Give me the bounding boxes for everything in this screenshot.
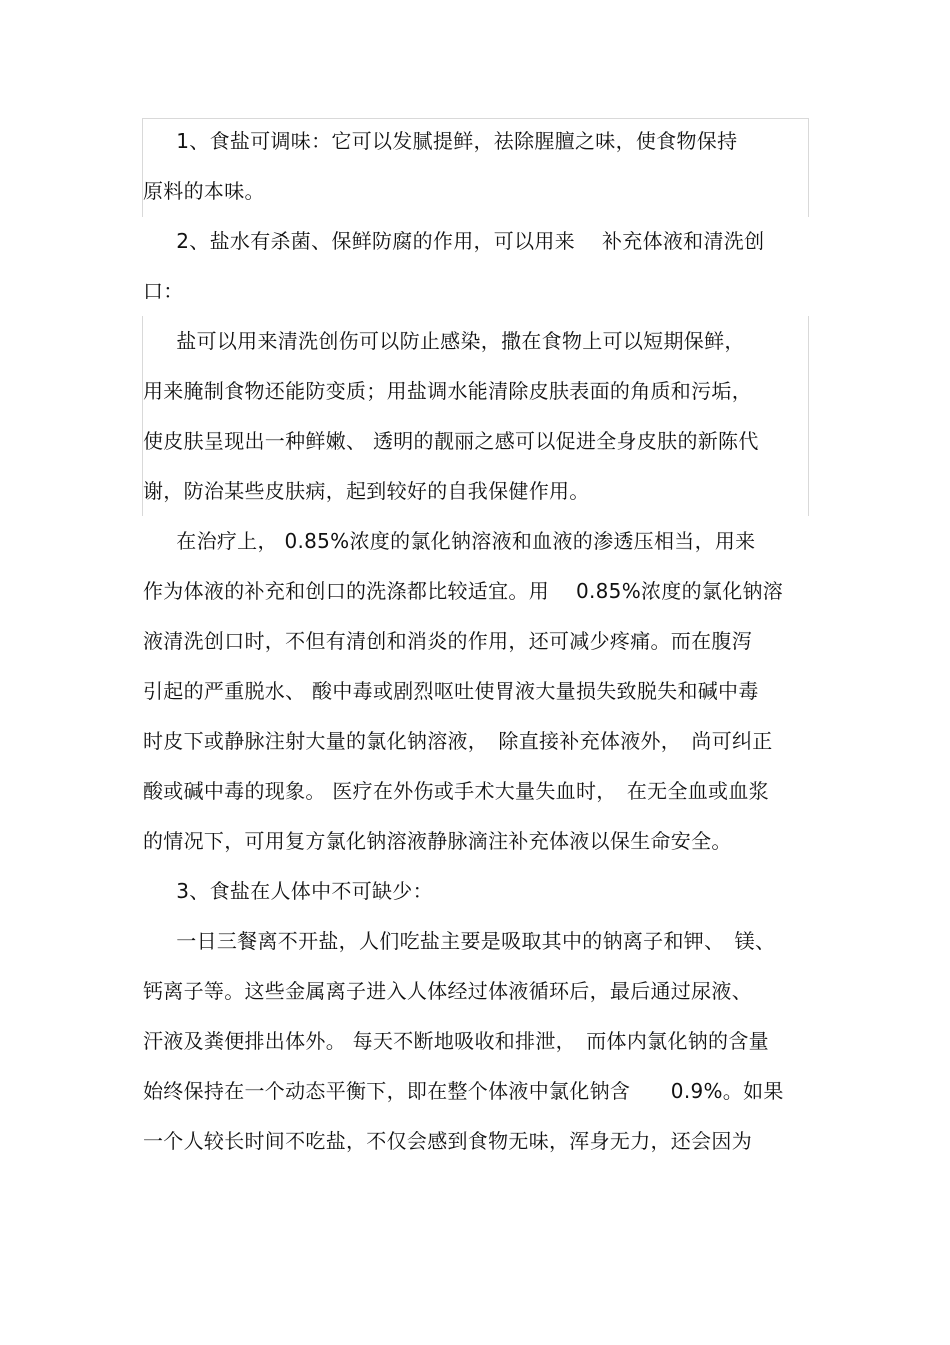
text-line-15: 的情况下，可用复方氯化钠溶液静脉滴注补充体液以保生命安全。: [143, 829, 732, 853]
text-line-11: 液清洗创口时，不但有清创和消炎的作用，还可减少疼痛。而在腹泻: [143, 629, 752, 653]
text-line-10: 作为体液的补充和创口的洗涤都比较适宜。用 0.85%浓度的氯化钠溶: [143, 579, 784, 603]
text-line-6: 用来腌制食物还能防变质；用盐调水能清除皮肤表面的角质和污垢，: [143, 379, 752, 403]
text-line-7: 使皮肤呈现出一种鲜嫩、 透明的靓丽之感可以促进全身皮肤的新陈代: [143, 429, 759, 453]
text-line-4: 口：: [143, 279, 184, 303]
text-line-19: 汗液及粪便排出体外。 每天不断地吸收和排泄， 而体内氯化钠的含量: [143, 1029, 769, 1053]
text-line-16: 3、食盐在人体中不可缺少：: [143, 879, 433, 903]
text-line-9: 在治疗上， 0.85%浓度的氯化钠溶液和血液的渗透压相当，用来: [143, 529, 756, 553]
text-line-5: 盐可以用来清洗创伤可以防止感染，撒在食物上可以短期保鲜，: [143, 329, 745, 353]
text-line-2: 原料的本味。: [143, 179, 265, 203]
text-line-3: 2、盐水有杀菌、保鲜防腐的作用，可以用来 补充体液和清洗创: [143, 229, 765, 253]
text-line-20: 始终保持在一个动态平衡下，即在整个体液中氯化钠含 0.9%。如果: [143, 1079, 784, 1103]
text-line-1: 1、食盐可调味：它可以发腻提鲜，祛除腥膻之味，使食物保持: [143, 129, 738, 153]
text-line-13: 时皮下或静脉注射大量的氯化钠溶液， 除直接补充体液外， 尚可纠正: [143, 729, 773, 753]
text-line-17: 一日三餐离不开盐，人们吃盐主要是吸取其中的钠离子和钾、 镁、: [143, 929, 776, 953]
text-line-8: 谢，防治某些皮肤病，起到较好的自我保健作用。: [143, 479, 590, 503]
text-line-18: 钙离子等。这些金属离子进入人体经过体液循环后，最后通过尿液、: [143, 979, 752, 1003]
text-line-21: 一个人较长时间不吃盐，不仅会感到食物无味，浑身无力，还会因为: [143, 1129, 752, 1153]
text-line-14: 酸或碱中毒的现象。 医疗在外伤或手术大量失血时， 在无全血或血浆: [143, 779, 769, 803]
text-line-12: 引起的严重脱水、 酸中毒或剧烈呕吐使胃液大量损失致脱失和碱中毒: [143, 679, 759, 703]
